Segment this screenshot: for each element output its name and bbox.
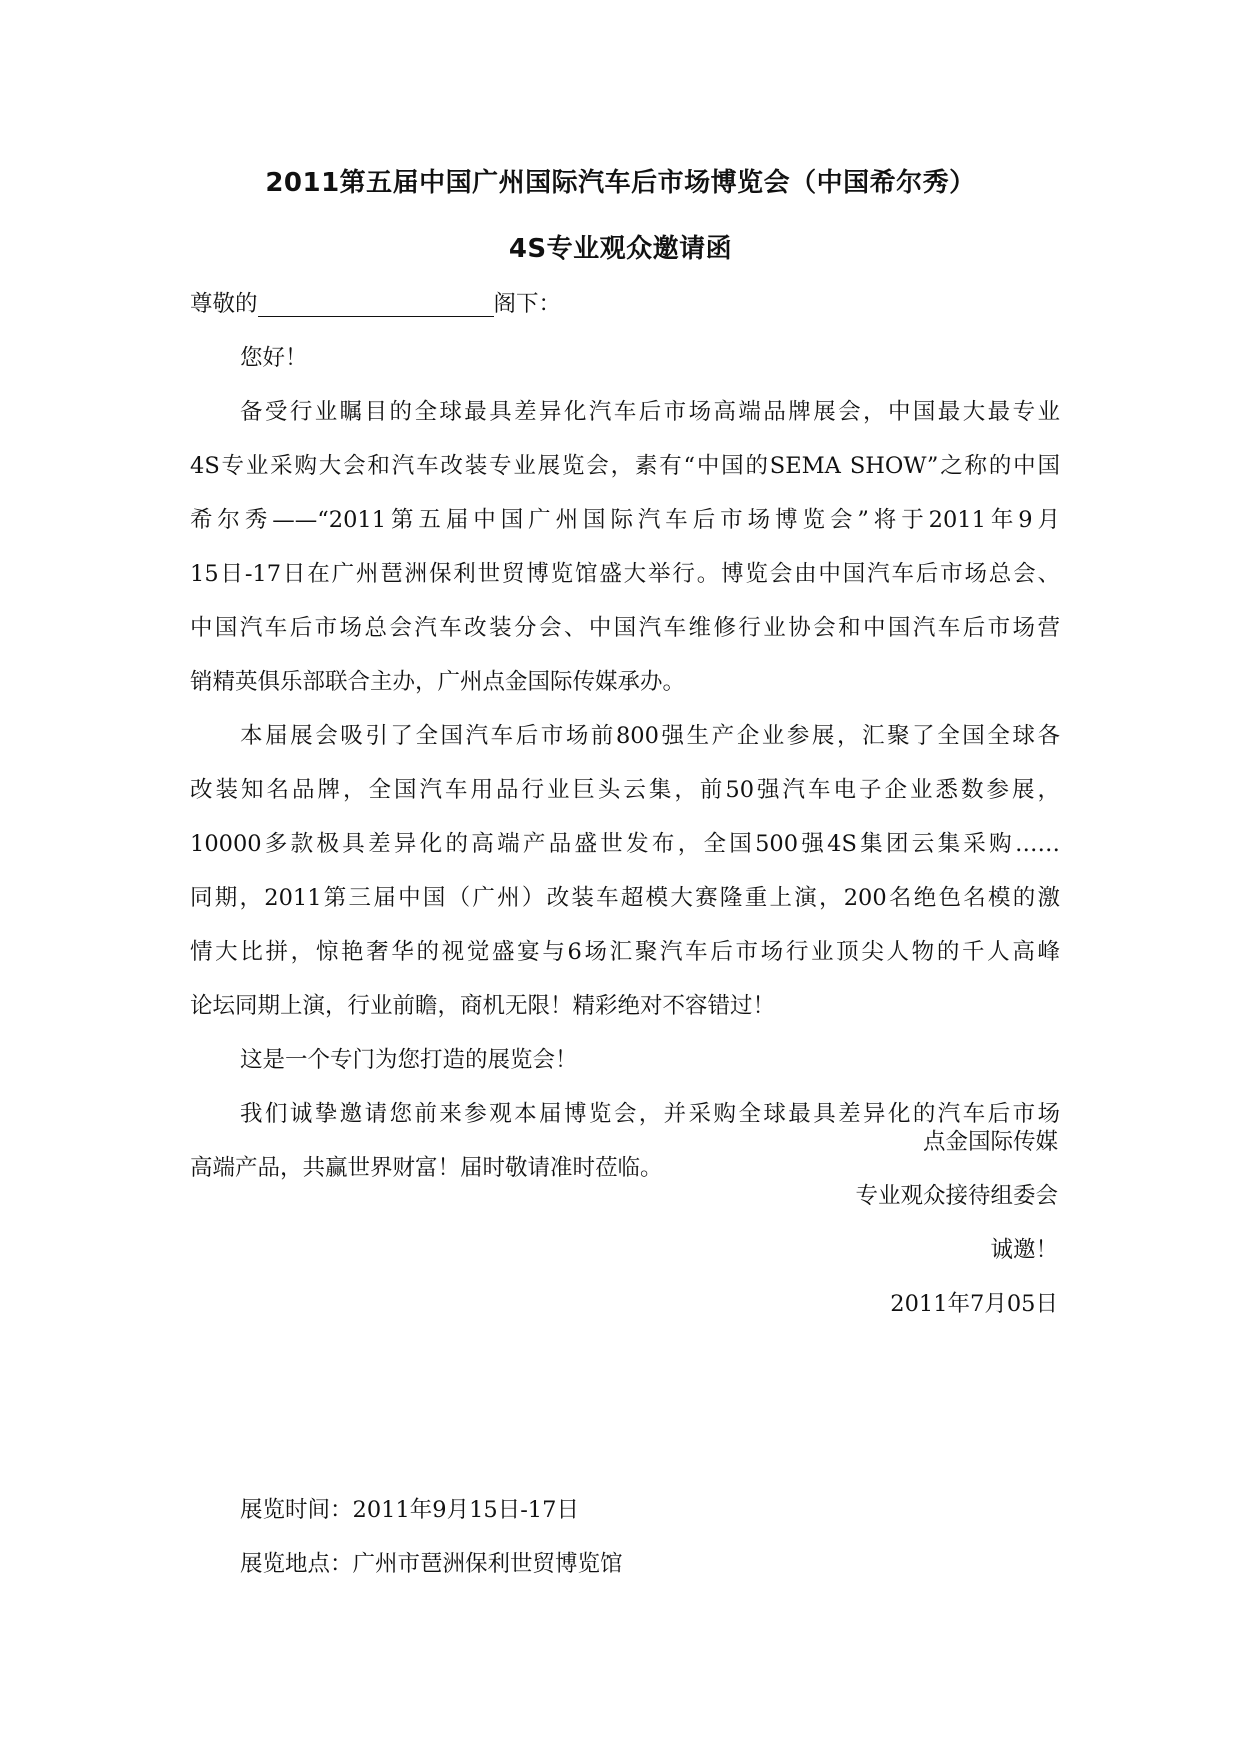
paragraph-line: 销精英俱乐部联合主办，广州点金国际传媒承办。 xyxy=(190,669,686,695)
signature-block xyxy=(855,1115,1058,1331)
salutation xyxy=(190,277,1060,331)
paragraph-line: 我们诚挚邀请您前来参观本届博览会，并采购全球最具差异化的汽车后市场 xyxy=(240,1101,1060,1127)
paragraph-line: 4S专业采购大会和汽车改装专业展览会，素有“中国的SEMA SHOW”之称的中国 xyxy=(190,453,1060,479)
event-location: 展览地点：广州市琶洲保利世贸博览馆 xyxy=(240,1551,623,1577)
paragraph-line: 15日-17日在广州琶洲保利世贸博览馆盛大举行。博览会由中国汽车后市场总会、 xyxy=(190,561,1060,587)
document-title: 2011第五届中国广州国际汽车后市场博览会（中国希尔秀） xyxy=(265,168,976,198)
event-info xyxy=(240,1483,623,1591)
paragraph-line: 10000多款极具差异化的高端产品盛世发布，全国500强4S集团云集采购…… xyxy=(190,831,1060,857)
letter-body xyxy=(190,277,1060,1195)
paragraph-line: 备受行业瞩目的全球最具差异化汽车后市场高端品牌展会，中国最大最专业 xyxy=(240,399,1060,425)
signature-org: 点金国际传媒 xyxy=(922,1129,1058,1155)
salutation-prefix: 尊敬的 xyxy=(190,291,258,317)
paragraph-line: 中国汽车后市场总会汽车改装分会、中国汽车维修行业协会和中国汽车后市场营 xyxy=(190,615,1060,641)
paragraph-line: 希尔秀——“2011第五届中国广州国际汽车后市场博览会”将于2011年9月 xyxy=(190,507,1060,533)
paragraph-line: 同期，2011第三届中国（广州）改装车超模大赛隆重上演，200名绝色名模的激 xyxy=(190,885,1060,911)
paragraph-line: 这是一个专门为您打造的展览会！ xyxy=(240,1047,578,1073)
paragraph-line: 论坛同期上演，行业前瞻，商机无限！精彩绝对不容错过！ xyxy=(190,993,776,1019)
paragraph-line: 本届展会吸引了全国汽车后市场前800强生产企业参展，汇聚了全国全球各 xyxy=(240,723,1060,749)
signature-closing: 诚邀！ xyxy=(990,1237,1058,1263)
event-time: 展览时间：2011年9月15日-17日 xyxy=(240,1497,579,1523)
greeting: 您好！ xyxy=(240,345,308,371)
paragraph-line: 改装知名品牌，全国汽车用品行业巨头云集，前50强汽车电子企业悉数参展， xyxy=(190,777,1060,803)
salutation-suffix: 阁下： xyxy=(493,291,562,317)
signature-date: 2011年7月05日 xyxy=(890,1291,1058,1317)
paragraph-line: 高端产品，共赢世界财富！届时敬请准时莅临。 xyxy=(190,1155,663,1181)
document-subtitle: 4S专业观众邀请函 xyxy=(508,234,733,264)
signature-committee: 专业观众接待组委会 xyxy=(855,1183,1058,1209)
paragraph-line: 情大比拼，惊艳奢华的视觉盛宴与6场汇聚汽车后市场行业顶尖人物的千人高峰 xyxy=(190,939,1060,965)
recipient-blank-line xyxy=(258,292,494,317)
